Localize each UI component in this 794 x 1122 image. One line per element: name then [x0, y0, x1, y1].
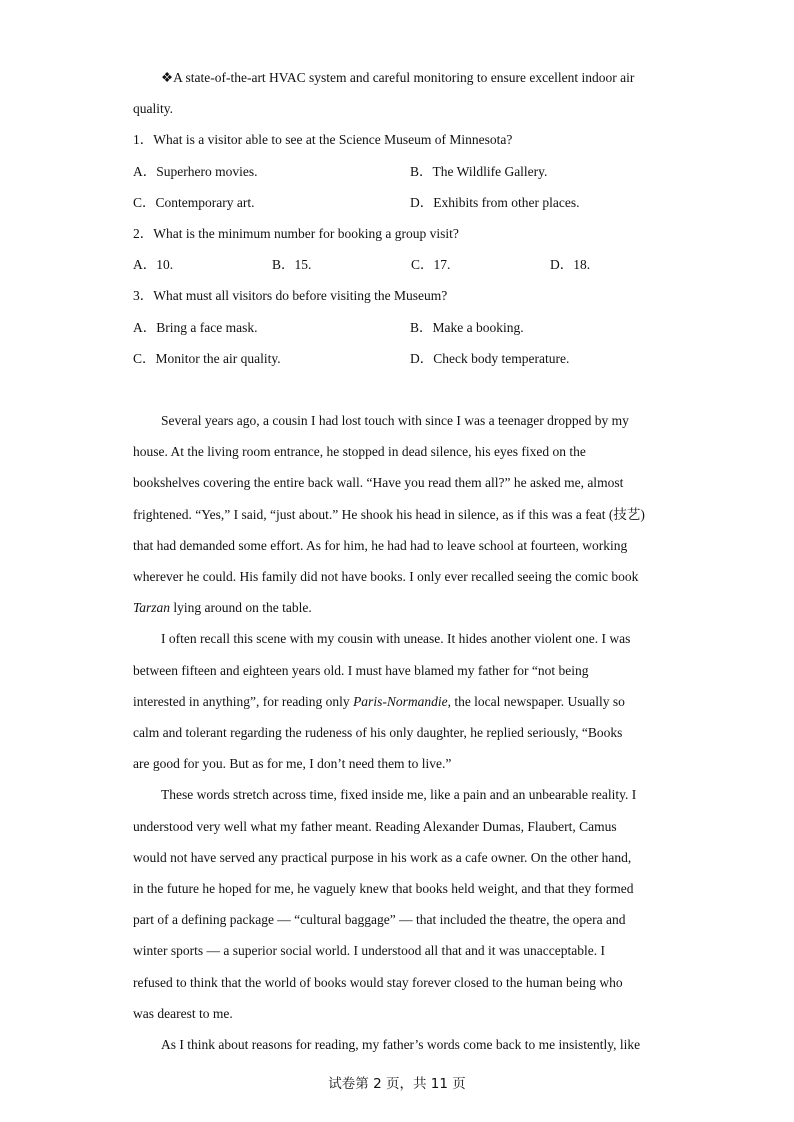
page-footer: 试卷第 2 页，共 11 页	[328, 1076, 466, 1092]
passage-paragraph-4	[133, 1029, 663, 1060]
passage-line: winter sports — a superior social world. I understood all that and it was unacceptable. I	[133, 943, 605, 959]
passage-text: interested in anything”, for reading only	[133, 693, 354, 709]
option-b[interactable]: B．Make a booking.	[410, 319, 524, 335]
question-3: 3．What must all visitors do before visiting the Museum?	[133, 288, 448, 304]
passage-line: frightened. “Yes,” I said, “just about.” He shook his head in silence, as if this was a feat (技艺)	[133, 506, 645, 522]
question-1-options	[133, 156, 663, 187]
passage-line: that had demanded some effort. As for him, he had had to leave school at fourteen, working	[133, 537, 628, 553]
option-b[interactable]: B．The Wildlife Gallery.	[410, 163, 548, 179]
question-2: 2．What is the minimum number for booking a group visit?	[133, 226, 459, 242]
question-2-options	[133, 249, 663, 280]
question-3-options	[133, 312, 663, 343]
passage-line: house. At the living room entrance, he stopped in dead silence, his eyes fixed on the	[133, 444, 586, 460]
option-d[interactable]: D．Exhibits from other places.	[410, 194, 580, 210]
option-c[interactable]: C．17.	[411, 257, 451, 273]
page-content	[133, 62, 663, 1060]
question-3-options	[133, 343, 663, 374]
passage-line: are good for you. But as for me, I don’t need them to live.”	[133, 756, 452, 772]
passage-line: part of a defining package — “cultural baggage” — that included the theatre, the opera and	[133, 912, 626, 928]
passage-text: , the local newspaper. Usually so	[447, 693, 625, 709]
option-d[interactable]: D．Check body temperature.	[410, 350, 570, 366]
passage-line: Several years ago, a cousin I had lost touch with since I was a teenager dropped by my	[161, 413, 629, 429]
passage-line: These words stretch across time, fixed inside me, like a pain and an unbearable reality. I	[161, 787, 637, 803]
passage-line: between fifteen and eighteen years old. I must have blamed my father for “not being	[133, 662, 589, 678]
question-1: 1．What is a visitor able to see at the Science Museum of Minnesota?	[133, 132, 513, 148]
intro-bullet-line: quality.	[133, 101, 173, 117]
option-a[interactable]: A．Bring a face mask.	[133, 319, 258, 335]
option-a[interactable]: A．Superhero movies.	[133, 163, 258, 179]
passage-line: calm and tolerant regarding the rudeness of his only daughter, he replied seriously, “Books	[133, 725, 623, 741]
passage-line: bookshelves covering the entire back wall. “Have you read them all?” he asked me, almost	[133, 475, 624, 491]
passage-line: refused to think that the world of books would stay forever closed to the human being who	[133, 974, 623, 990]
option-b[interactable]: B．15.	[272, 257, 312, 273]
passage-line: understood very well what my father meant. Reading Alexander Dumas, Flaubert, Camus	[133, 818, 617, 834]
passage-paragraph-1	[133, 405, 663, 623]
passage-line	[133, 592, 663, 623]
option-d[interactable]: D．18.	[550, 257, 591, 273]
passage-line: would not have served any practical purpose in his work as a cafe owner. On the other hand,	[133, 849, 632, 865]
intro-bullet-line: ❖A state-of-the-art HVAC system and careful monitoring to ensure excellent indoor air	[161, 70, 635, 85]
passage-line: I often recall this scene with my cousin with unease. It hides another violent one. I was	[161, 631, 631, 647]
passage-line	[133, 686, 663, 717]
passage-paragraph-2	[133, 623, 663, 779]
passage-line: As I think about reasons for reading, my father’s words come back to me insistently, like	[161, 1037, 641, 1053]
book-title-tarzan: Tarzan	[133, 600, 171, 616]
option-c[interactable]: C．Contemporary art.	[133, 194, 255, 210]
option-a[interactable]: A．10.	[133, 257, 174, 273]
option-c[interactable]: C．Monitor the air quality.	[133, 350, 281, 366]
passage-paragraph-3	[133, 779, 663, 1029]
newspaper-title: Paris-Normandie	[353, 693, 448, 709]
question-1-options	[133, 187, 663, 218]
spacer	[133, 374, 663, 405]
passage-text: lying around on the table.	[170, 600, 312, 616]
passage-line: in the future he hoped for me, he vaguely knew that books held weight, and that they formed	[133, 881, 634, 897]
passage-line: was dearest to me.	[133, 1005, 233, 1021]
passage-line: wherever he could. His family did not have books. I only ever recalled seeing the comic book	[133, 569, 639, 585]
